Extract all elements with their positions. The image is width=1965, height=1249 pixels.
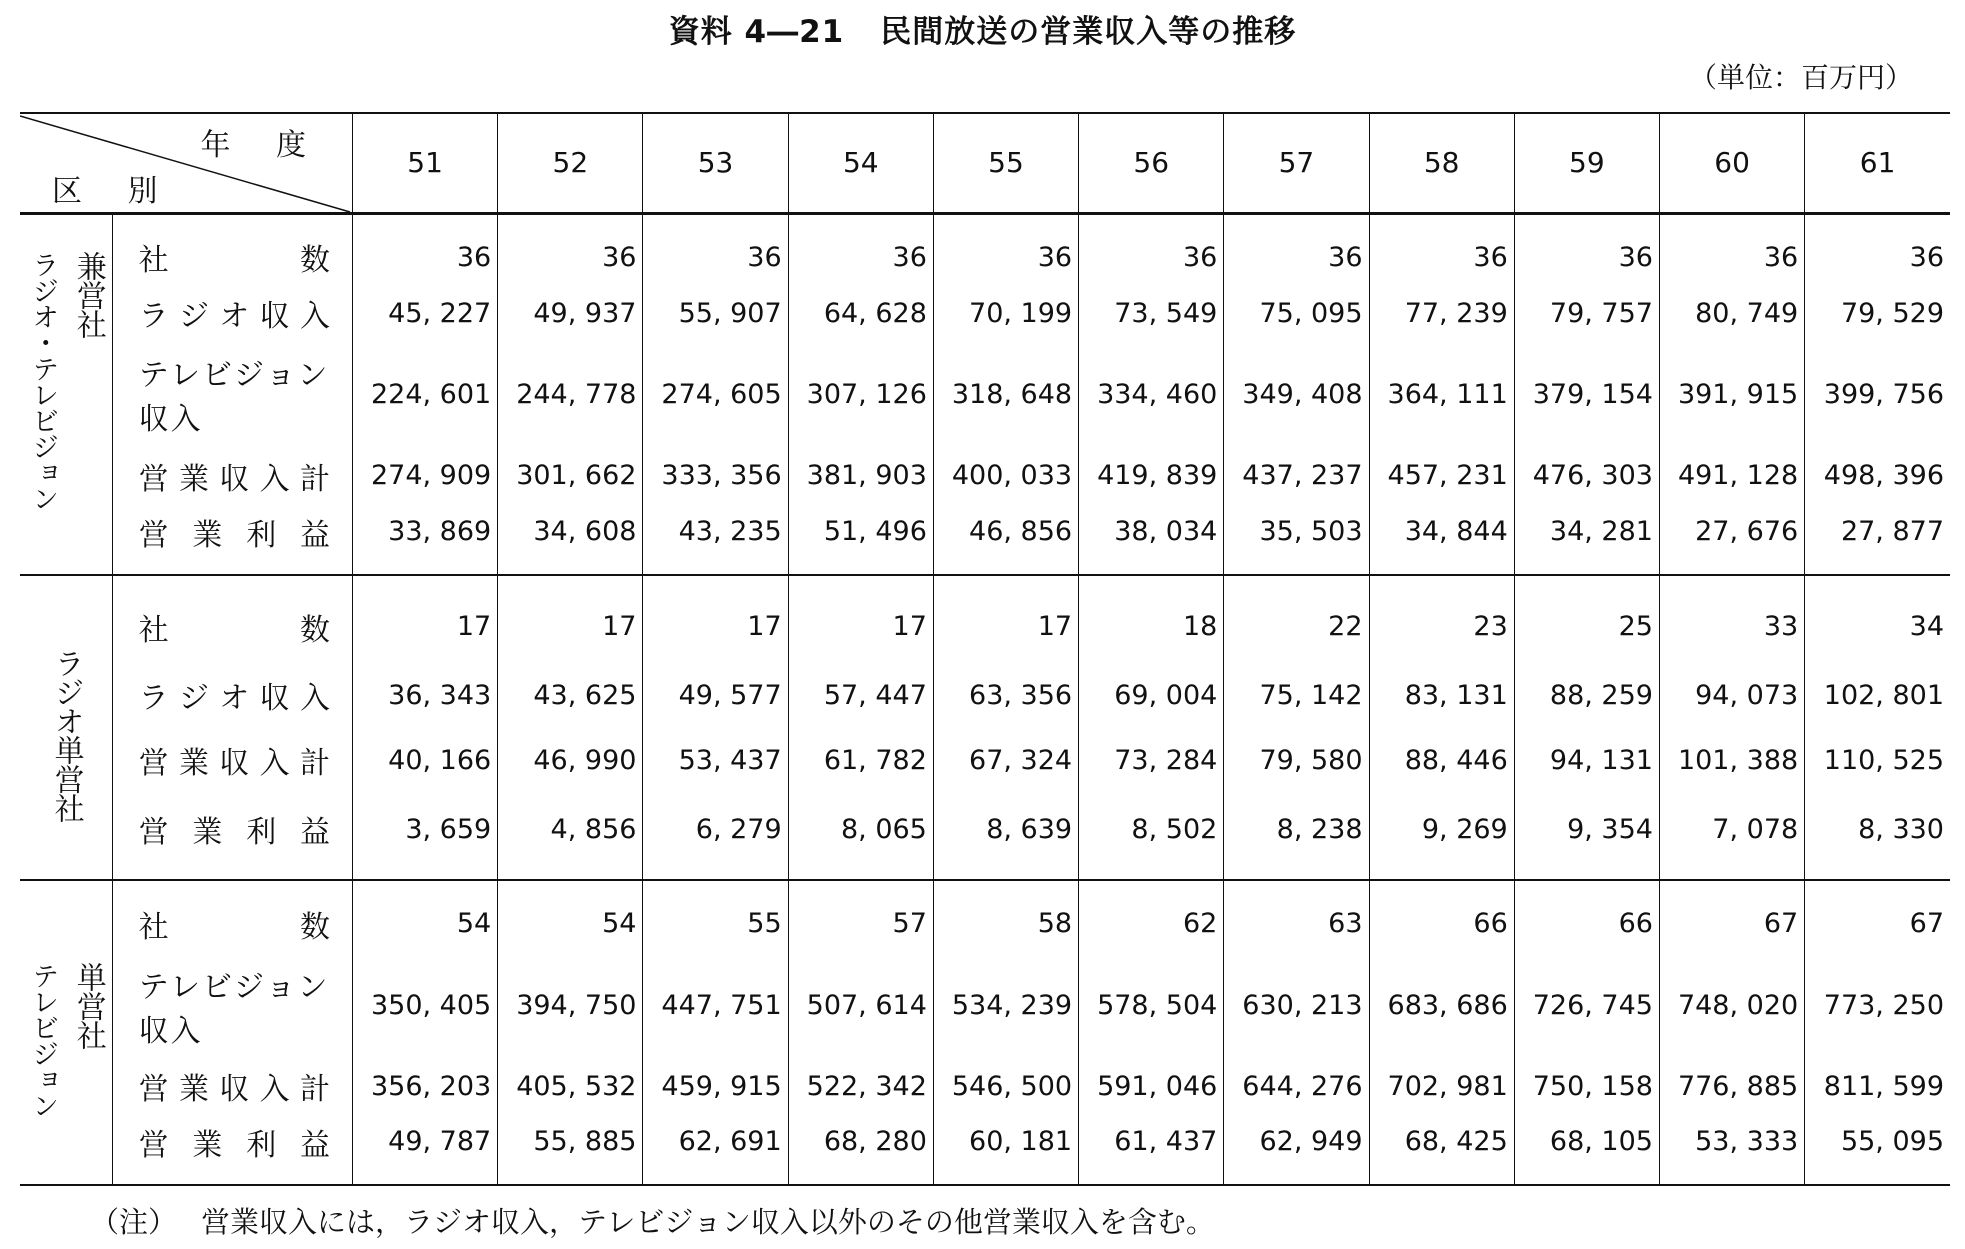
corner-header	[20, 113, 353, 213]
table-cell: 8, 065	[788, 793, 933, 880]
table-cell: 36	[1805, 213, 1950, 286]
table-cell: 498, 396	[1805, 449, 1950, 503]
year-header: 60	[1659, 113, 1804, 213]
table-cell: 457, 231	[1369, 449, 1514, 503]
row-label-char: 入	[259, 461, 290, 497]
row-label-char: 益	[299, 1127, 330, 1163]
header-row	[20, 113, 1950, 213]
table-cell: 3, 659	[405, 813, 492, 845]
table-cell: 102, 801	[1805, 663, 1950, 728]
table-cell: 18	[1079, 575, 1224, 662]
row-label-char: 数	[300, 909, 330, 945]
row-label-text	[113, 1120, 352, 1164]
row-label-char: 業	[192, 517, 223, 553]
table-cell: 66	[1369, 880, 1514, 952]
table-cell: 507, 614	[788, 952, 933, 1059]
year-header: 52	[498, 113, 643, 213]
table-cell: 391, 915	[1659, 340, 1804, 448]
table-row	[20, 1113, 1950, 1185]
table-row	[20, 449, 1950, 503]
table-cell: 62, 691	[643, 1113, 788, 1185]
row-label-char: 計	[299, 746, 330, 782]
table-cell: 534, 239	[933, 952, 1078, 1059]
table-cell: 55, 095	[1805, 1113, 1950, 1185]
row-label-char: 入	[299, 681, 330, 717]
row-label-char: ラ	[138, 299, 169, 335]
row-label-char: 数	[300, 612, 330, 648]
row-label-char: 収	[219, 746, 250, 782]
table-cell: 36	[498, 213, 643, 286]
group-tv-only	[20, 880, 1950, 1185]
table-row	[20, 503, 1950, 576]
table-cell: 17	[498, 575, 643, 662]
row-label	[112, 728, 352, 793]
table-cell: 62, 949	[1224, 1113, 1369, 1185]
row-label-char: 利	[246, 517, 277, 553]
year-header: 53	[643, 113, 788, 213]
table-cell: 79, 529	[1805, 286, 1950, 340]
table-cell: 27, 877	[1805, 503, 1950, 576]
table-cell: 34, 608	[498, 503, 643, 576]
table-cell: 51, 496	[788, 503, 933, 576]
row-label-char: ジ	[178, 681, 209, 717]
revenue-table	[20, 112, 1950, 1186]
row-label-char: 社	[138, 612, 169, 648]
row-label-text	[113, 291, 352, 335]
table-cell: 307, 126	[788, 340, 933, 448]
table-cell: 46, 856	[933, 503, 1078, 576]
table-cell: 58	[933, 880, 1078, 952]
group-label	[20, 575, 112, 880]
row-label-char: 業	[192, 815, 223, 851]
group-radio-only	[20, 575, 1950, 880]
row-label	[112, 663, 352, 728]
row-label-text	[113, 1064, 352, 1108]
table-cell: 459, 915	[643, 1059, 788, 1113]
table-cell: 9, 269	[1369, 793, 1514, 880]
table-cell: 34	[1805, 575, 1950, 662]
table-cell: 8, 639	[933, 793, 1078, 880]
table-cell: 43, 625	[498, 663, 643, 728]
table-row	[20, 793, 1950, 880]
table-cell: 27, 676	[1659, 503, 1804, 576]
table-cell: 60, 181	[933, 1113, 1078, 1185]
row-label-text	[113, 902, 352, 946]
table-cell: 630, 213	[1224, 952, 1369, 1059]
table-cell: 318, 648	[933, 340, 1078, 448]
footnote	[90, 1200, 1215, 1241]
table-cell: 68, 105	[1514, 1113, 1659, 1185]
table-cell: 405, 532	[498, 1059, 643, 1113]
table-cell: 8, 330	[1805, 793, 1950, 880]
table-cell: 274, 605	[643, 340, 788, 448]
row-label-text: テレビジョン収入	[138, 969, 330, 1049]
row-label-char: 益	[299, 517, 330, 553]
table-cell: 6, 279	[643, 793, 788, 880]
table-cell: 8, 238	[1224, 793, 1369, 880]
table-cell: 61, 782	[788, 728, 933, 793]
table-cell: 45, 227	[388, 297, 492, 329]
table-cell: 57	[788, 880, 933, 952]
table-cell: 83, 131	[1369, 663, 1514, 728]
table-cell: 578, 504	[1079, 952, 1224, 1059]
table-cell: 34, 281	[1514, 503, 1659, 576]
table-cell: 94, 131	[1514, 728, 1659, 793]
group-label	[20, 213, 112, 575]
table-cell: 57, 447	[788, 663, 933, 728]
document-number: 資料 4―21	[668, 14, 845, 50]
row-label-text	[113, 605, 352, 649]
row-label-char: 営	[138, 1072, 169, 1108]
table-cell: 36	[788, 213, 933, 286]
table-row	[20, 575, 1950, 662]
row-label-text	[113, 454, 352, 498]
footnote-text: 営業収入には，ラジオ収入，テレビジョン収入以外のその他営業収入を含む。	[201, 1205, 1215, 1239]
table-cell: 35, 503	[1224, 503, 1369, 576]
table-cell: 301, 662	[498, 449, 643, 503]
table-cell: 379, 154	[1514, 340, 1659, 448]
table-cell: 4, 856	[498, 793, 643, 880]
year-header-label: 年 度	[200, 128, 324, 163]
page-title	[0, 6, 1965, 51]
table-cell: 75, 142	[1224, 663, 1369, 728]
row-label-char: 業	[178, 746, 209, 782]
row-label	[112, 575, 352, 662]
year-header: 55	[933, 113, 1078, 213]
table-cell: 381, 903	[788, 449, 933, 503]
table-cell: 53, 333	[1659, 1113, 1804, 1185]
year-header: 57	[1224, 113, 1369, 213]
year-header: 56	[1079, 113, 1224, 213]
row-label	[112, 1059, 352, 1113]
table-cell: 726, 745	[1514, 952, 1659, 1059]
row-label	[112, 340, 352, 448]
row-label-text	[113, 510, 352, 554]
group-label-line1: テレビジョン	[27, 961, 59, 1118]
row-label-char: 入	[259, 746, 290, 782]
table-cell: 73, 549	[1079, 286, 1224, 340]
table-cell: 49, 577	[643, 663, 788, 728]
table-cell: 748, 020	[1659, 952, 1804, 1059]
unit-label: （単位：百万円）	[1688, 61, 1913, 94]
table-cell: 349, 408	[1224, 340, 1369, 448]
row-label-char: 営	[138, 815, 169, 851]
row-label-char: 収	[259, 299, 290, 335]
row-label-char: 業	[192, 1127, 223, 1163]
row-label-char: ジ	[178, 299, 209, 335]
table-cell: 55, 907	[643, 286, 788, 340]
row-label-char: 入	[299, 299, 330, 335]
row-label	[112, 449, 352, 503]
table-cell: 62	[1079, 880, 1224, 952]
table-cell: 75, 095	[1224, 286, 1369, 340]
table-cell: 66	[1514, 880, 1659, 952]
title-text: 民間放送の営業収入等の推移	[880, 14, 1297, 50]
table-cell: 53, 437	[643, 728, 788, 793]
table-row	[20, 213, 1950, 286]
table-cell: 400, 033	[933, 449, 1078, 503]
table-cell: 683, 686	[1369, 952, 1514, 1059]
table-cell: 36	[1514, 213, 1659, 286]
row-label-char: 営	[138, 1127, 169, 1163]
row-label-char: 利	[246, 1127, 277, 1163]
row-label-char: 社	[138, 243, 169, 279]
year-header: 54	[788, 113, 933, 213]
row-label-char: 業	[178, 461, 209, 497]
table-cell: 77, 239	[1369, 286, 1514, 340]
table-cell: 364, 111	[1369, 340, 1514, 448]
row-label	[112, 1113, 352, 1185]
table-cell: 67, 324	[933, 728, 1078, 793]
table-cell: 43, 235	[643, 503, 788, 576]
table-row	[20, 728, 1950, 793]
table-row	[20, 880, 1950, 952]
table-cell: 356, 203	[370, 1070, 492, 1102]
table-cell: 36	[1224, 213, 1369, 286]
row-label-text	[113, 807, 352, 851]
row-label-text	[113, 738, 352, 782]
row-label	[112, 286, 352, 340]
table-cell: 644, 276	[1224, 1059, 1369, 1113]
row-label	[112, 793, 352, 880]
table-cell: 274, 909	[370, 460, 492, 492]
row-label-char: 営	[138, 517, 169, 553]
table-cell: 55	[643, 880, 788, 952]
table-cell: 55, 885	[498, 1113, 643, 1185]
table-cell: 702, 981	[1369, 1059, 1514, 1113]
table-cell: 49, 787	[388, 1126, 492, 1158]
table-cell: 54	[456, 908, 492, 940]
table-cell: 61, 437	[1079, 1113, 1224, 1185]
year-header: 58	[1369, 113, 1514, 213]
table-cell: 350, 405	[370, 990, 492, 1022]
table-cell: 333, 356	[643, 449, 788, 503]
table-cell: 776, 885	[1659, 1059, 1804, 1113]
row-label-text	[113, 235, 352, 279]
row-label	[112, 880, 352, 952]
table-cell: 17	[788, 575, 933, 662]
table-row	[20, 663, 1950, 728]
table-cell: 36	[643, 213, 788, 286]
table-cell: 36	[456, 241, 492, 273]
table-cell: 546, 500	[933, 1059, 1078, 1113]
row-label-char: 営	[138, 746, 169, 782]
table-cell: 40, 166	[388, 744, 492, 776]
table-cell: 522, 342	[788, 1059, 933, 1113]
row-label-char: 益	[299, 815, 330, 851]
row-label-char: 利	[246, 815, 277, 851]
table-cell: 33, 869	[388, 516, 492, 548]
row-label-text	[113, 673, 352, 717]
row-label-char: 計	[299, 461, 330, 497]
table-cell: 68, 425	[1369, 1113, 1514, 1185]
table-cell: 36	[933, 213, 1078, 286]
table-cell: 591, 046	[1079, 1059, 1224, 1113]
row-label-char: 営	[138, 461, 169, 497]
table-cell: 476, 303	[1514, 449, 1659, 503]
table-row	[20, 340, 1950, 448]
category-header-label: 区 別	[52, 173, 176, 209]
row-label-char: 計	[299, 1072, 330, 1108]
table-cell: 94, 073	[1659, 663, 1804, 728]
row-label-char: ラ	[138, 681, 169, 717]
table-cell: 63	[1224, 880, 1369, 952]
year-header: 59	[1514, 113, 1659, 213]
table-cell: 25	[1514, 575, 1659, 662]
table-cell: 70, 199	[933, 286, 1078, 340]
table-cell: 38, 034	[1079, 503, 1224, 576]
table-cell: 811, 599	[1805, 1059, 1950, 1113]
table-cell: 36	[1659, 213, 1804, 286]
group-label-line2: 兼営社	[70, 251, 106, 339]
table-cell: 101, 388	[1659, 728, 1804, 793]
table-cell: 437, 237	[1224, 449, 1369, 503]
row-label-char: 収	[219, 461, 250, 497]
row-label-char: 入	[259, 1072, 290, 1108]
group-radio-tv-combined	[20, 213, 1950, 575]
table-cell: 394, 750	[498, 952, 643, 1059]
table-cell: 33	[1659, 575, 1804, 662]
row-label	[112, 952, 352, 1059]
table-cell: 88, 259	[1514, 663, 1659, 728]
row-label-char: オ	[219, 299, 250, 335]
table-cell: 36	[1369, 213, 1514, 286]
year-header: 61	[1805, 113, 1950, 213]
row-label-char: オ	[219, 681, 250, 717]
table-row	[20, 286, 1950, 340]
table-cell: 399, 756	[1805, 340, 1950, 448]
row-label	[112, 213, 352, 286]
table-cell: 49, 937	[498, 286, 643, 340]
table-cell: 68, 280	[788, 1113, 933, 1185]
table-cell: 244, 778	[498, 340, 643, 448]
table-cell: 773, 250	[1805, 952, 1950, 1059]
table-cell: 17	[643, 575, 788, 662]
table-cell: 46, 990	[498, 728, 643, 793]
table-cell: 69, 004	[1079, 663, 1224, 728]
table-cell: 79, 580	[1224, 728, 1369, 793]
footnote-prefix: （注）	[90, 1205, 178, 1239]
table-cell: 9, 354	[1514, 793, 1659, 880]
table-cell: 419, 839	[1079, 449, 1224, 503]
row-label	[112, 503, 352, 576]
table-cell: 67	[1805, 880, 1950, 952]
table-cell: 224, 601	[370, 378, 492, 410]
table-cell: 23	[1369, 575, 1514, 662]
table-cell: 79, 757	[1514, 286, 1659, 340]
group-label-line2: 単営社	[70, 961, 106, 1049]
table-row	[20, 1059, 1950, 1113]
row-label-char: 社	[138, 909, 169, 945]
row-label-char: 数	[300, 243, 330, 279]
row-label-char: 収	[259, 681, 290, 717]
row-label-char: 収	[219, 1072, 250, 1108]
table-cell: 17	[933, 575, 1078, 662]
table-cell: 7, 078	[1659, 793, 1804, 880]
table-cell: 73, 284	[1079, 728, 1224, 793]
group-label-line1: ラジオ単営社	[48, 647, 84, 822]
row-label-text: テレビジョン収入	[138, 358, 330, 438]
row-label-char: 業	[178, 1072, 209, 1108]
table-cell: 110, 525	[1805, 728, 1950, 793]
table-cell: 36	[1079, 213, 1224, 286]
table-cell: 750, 158	[1514, 1059, 1659, 1113]
table-cell: 491, 128	[1659, 449, 1804, 503]
group-label-line1: ラジオ・テレビジョン	[27, 251, 59, 512]
table-cell: 63, 356	[933, 663, 1078, 728]
table-cell: 54	[498, 880, 643, 952]
table-cell: 36, 343	[388, 679, 492, 711]
table-cell: 64, 628	[788, 286, 933, 340]
table-cell: 34, 844	[1369, 503, 1514, 576]
year-header: 51	[353, 113, 498, 213]
table-row	[20, 952, 1950, 1059]
table-cell: 17	[456, 611, 492, 643]
table-cell: 8, 502	[1079, 793, 1224, 880]
table-cell: 447, 751	[643, 952, 788, 1059]
table-cell: 334, 460	[1079, 340, 1224, 448]
table-cell: 80, 749	[1659, 286, 1804, 340]
table-cell: 88, 446	[1369, 728, 1514, 793]
table-cell: 67	[1659, 880, 1804, 952]
table-cell: 22	[1224, 575, 1369, 662]
group-label	[20, 880, 112, 1185]
